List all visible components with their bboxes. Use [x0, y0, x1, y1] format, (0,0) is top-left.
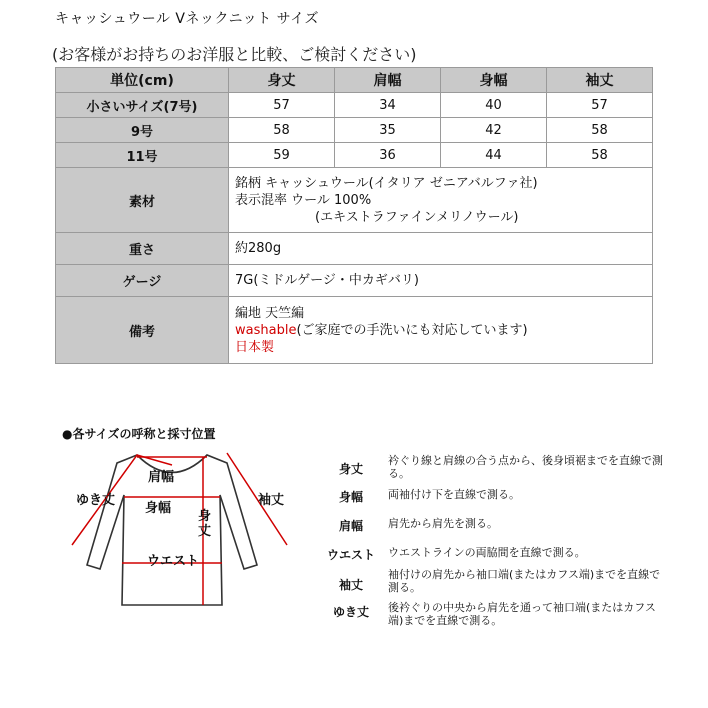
- table-cell: 58: [229, 118, 335, 143]
- material-ratio: 表示混率 ウール 100%: [235, 192, 372, 208]
- remarks-knit: 編地 天竺編: [235, 305, 305, 321]
- definition-term: 袖丈: [338, 578, 363, 592]
- washable-label: washable: [235, 322, 297, 338]
- size-table: [55, 67, 653, 364]
- header-unit: 単位(cm): [56, 68, 229, 93]
- material-row: [56, 168, 653, 233]
- remarks-label: 備考: [56, 297, 229, 364]
- table-cell: 58: [546, 118, 652, 143]
- definition-term: 肩幅: [338, 519, 363, 533]
- definition-term: ゆき丈: [332, 605, 369, 619]
- diagram-label-yuki: ゆき丈: [76, 493, 116, 508]
- definition-desc: 両袖付け下を直線で測る。: [388, 488, 520, 501]
- table-cell: 57: [229, 93, 335, 118]
- gauge-row: [56, 265, 653, 297]
- definition-desc: 衿ぐり線と肩線の合う点から、後身頃裾までを直線で測る。: [388, 454, 663, 480]
- remarks-value: [229, 297, 653, 364]
- diagram-label-width: 身幅: [145, 501, 172, 516]
- definition-desc: ウエストラインの両脇間を直線で測る。: [388, 546, 586, 559]
- table-cell: 36: [334, 143, 440, 168]
- table-cell: 57: [546, 93, 652, 118]
- table-cell: 35: [334, 118, 440, 143]
- material-label: 素材: [56, 168, 229, 233]
- table-cell: 40: [440, 93, 546, 118]
- table-row: [56, 93, 653, 118]
- diagram-label-sleeve: 袖丈: [258, 493, 285, 508]
- weight-row: [56, 233, 653, 265]
- size-table-header-row: [56, 68, 653, 93]
- size-label: 9号: [56, 118, 229, 143]
- header-width: 身幅: [440, 68, 546, 93]
- table-cell: 44: [440, 143, 546, 168]
- header-length: 身丈: [229, 68, 335, 93]
- remarks-row: [56, 297, 653, 364]
- table-row: [56, 118, 653, 143]
- table-cell: 59: [229, 143, 335, 168]
- definition-desc: 袖付けの肩先から袖口端(またはカフス端)までを直線で測る。: [388, 568, 661, 594]
- washable-note: (ご家庭での手洗いにも対応しています): [296, 322, 528, 338]
- size-label: 小さいサイズ(7号): [56, 93, 229, 118]
- table-cell: 58: [546, 143, 652, 168]
- definition-desc: 肩先から肩先を測る。: [388, 517, 498, 530]
- definition-term: ウエスト: [326, 548, 375, 562]
- material-brand: 銘柄 キャッシュウール(イタリア ゼニアバルファ社): [235, 175, 538, 191]
- sweater-diagram: [62, 445, 302, 615]
- definition-term: 身丈: [338, 462, 363, 476]
- measure-section-title: ●各サイズの呼称と採寸位置: [62, 427, 216, 441]
- diagram-label-waist: ウエスト: [147, 554, 200, 569]
- remarks-wash: [235, 322, 646, 339]
- diagram-label-shoulder: 肩幅: [148, 470, 175, 485]
- definition-desc: 後衿ぐりの中央から肩先を通って袖口端(またはカフス端)までを直線で測る。: [388, 601, 656, 627]
- gauge-label: ゲージ: [56, 265, 229, 297]
- material-value: [229, 168, 653, 233]
- definition-term: 身幅: [338, 490, 363, 504]
- material-fiber: (エキストラファインメリノウール): [315, 209, 519, 225]
- table-row: [56, 143, 653, 168]
- size-label: 11号: [56, 143, 229, 168]
- diagram-label-length-2: 丈: [198, 524, 212, 539]
- made-in-label: 日本製: [235, 339, 275, 355]
- gauge-value: 7G(ミドルゲージ・中カギバリ): [229, 265, 653, 297]
- comparison-note: (お客様がお持ちのお洋服と比較、ご検討ください): [52, 45, 417, 64]
- table-cell: 34: [334, 93, 440, 118]
- diagram-label-length-1: 身: [198, 509, 212, 524]
- table-cell: 42: [440, 118, 546, 143]
- header-sleeve: 袖丈: [546, 68, 652, 93]
- weight-value: 約280g: [229, 233, 653, 265]
- page-title: キャッシュウール Vネックニット サイズ: [55, 11, 319, 27]
- header-shoulder: 肩幅: [334, 68, 440, 93]
- weight-label: 重さ: [56, 233, 229, 265]
